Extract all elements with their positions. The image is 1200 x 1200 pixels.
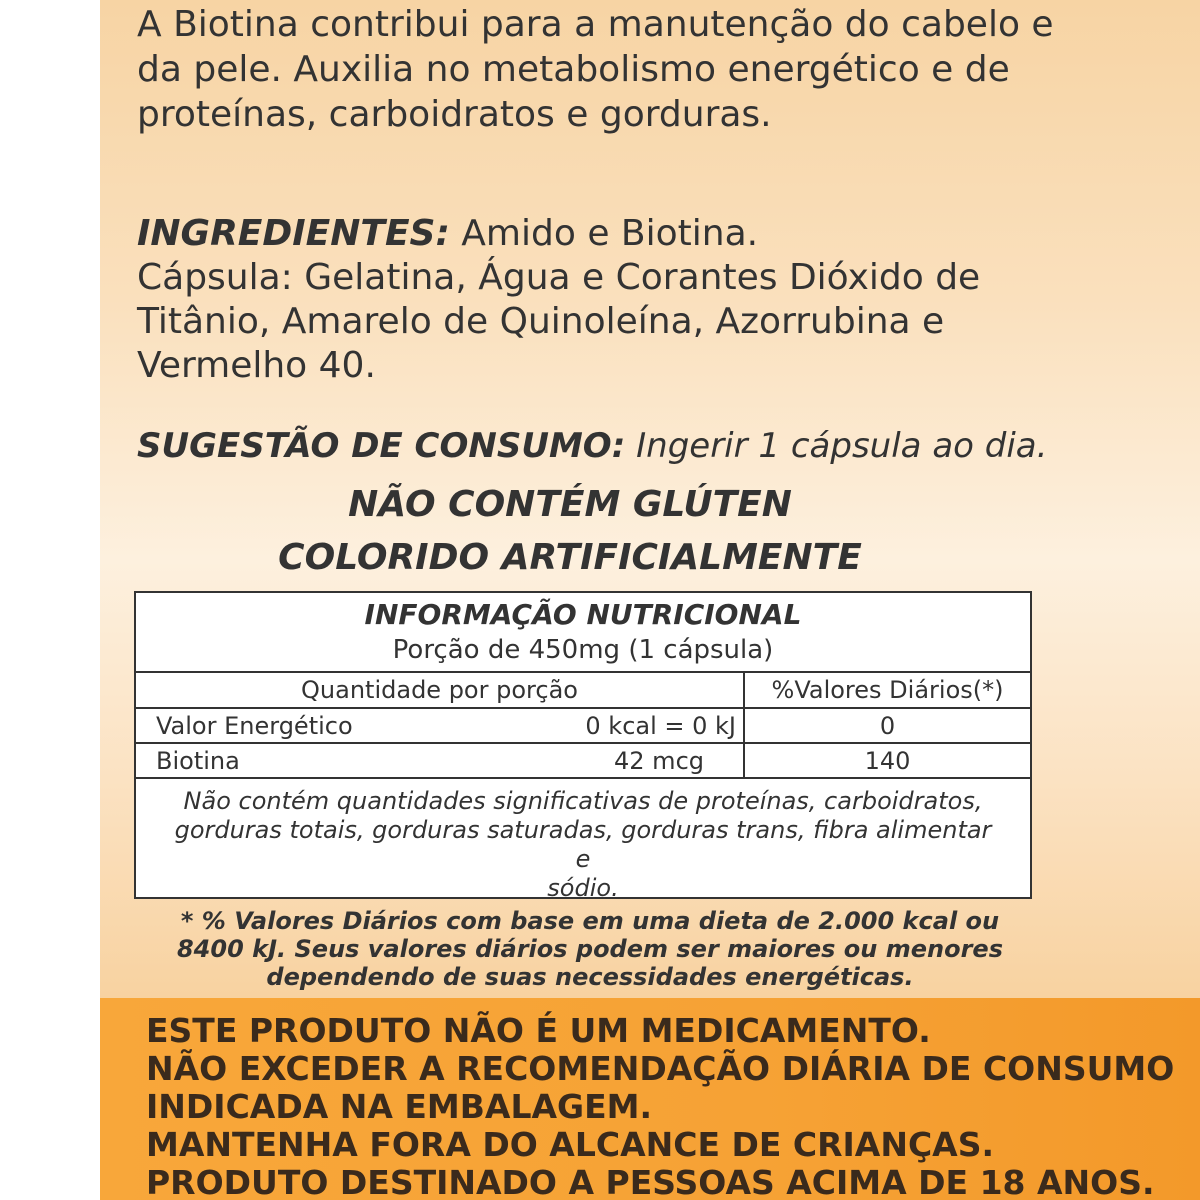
nutrient-daily-value: 140 — [744, 743, 1030, 778]
suggestion-value: Ingerir 1 cápsula ao dia. — [636, 426, 1048, 466]
artificial-color-notice: COLORIDO ARTIFICIALMENTE — [278, 537, 862, 578]
nutrition-note — [136, 779, 1030, 903]
warning-item: NÃO EXCEDER A RECOMENDAÇÃO DIÁRIA DE CONSUMO — [146, 1049, 1175, 1088]
nutrition-portion: Porção de 450mg (1 cápsula) — [392, 635, 774, 665]
warning-item: PRODUTO DESTINADO A PESSOAS ACIMA DE 18 ANOS. — [146, 1163, 1155, 1200]
nutrition-note-line: Não contém quantidades significativas de proteínas, carboidratos, — [183, 787, 983, 815]
intro-line: da pele. Auxilia no metabolismo energético e de — [137, 49, 1010, 90]
intro-line: proteínas, carboidratos e gorduras. — [137, 94, 772, 135]
footnote-line: 8400 kJ. Seus valores diários podem ser maiores ou menores — [176, 935, 1003, 963]
nutrition-facts-table — [134, 591, 1032, 902]
nutrient-daily-value: 0 — [744, 708, 1030, 743]
table-row — [136, 708, 1030, 743]
nutrition-title: INFORMAÇÃO NUTRICIONAL — [364, 598, 802, 631]
table-row — [136, 743, 1030, 778]
warnings-list — [146, 1012, 1186, 1200]
ingredients-label: INGREDIENTES: — [137, 213, 450, 254]
nutrient-amount: 42 mcg — [614, 746, 704, 775]
warning-item: ESTE PRODUTO NÃO É UM MEDICAMENTO. — [146, 1011, 931, 1050]
ingredients-line: Vermelho 40. — [137, 345, 376, 386]
header-daily-values: %Valores Diários(*) — [744, 673, 1030, 708]
nutrition-header — [136, 593, 1030, 673]
footnote-line: dependendo de suas necessidades energéticas. — [266, 963, 914, 991]
intro-paragraph — [137, 2, 1137, 137]
nutrient-name: Biotina — [156, 746, 240, 775]
nutrition-grid — [136, 673, 1030, 779]
nutrition-note-line: sódio. — [547, 874, 619, 902]
nutrient-amount: 0 kcal = 0 kJ — [585, 711, 736, 740]
footnote-line: * % Valores Diários com base em uma dieta de 2.000 kcal ou — [180, 907, 1000, 935]
warning-item: INDICADA NA EMBALAGEM. — [146, 1087, 653, 1126]
intro-line: A Biotina contribui para a manutenção do cabelo e — [137, 4, 1054, 45]
nutrient-name: Valor Energético — [156, 711, 353, 740]
consumption-suggestion — [137, 424, 1197, 468]
ingredients-section — [137, 212, 1137, 388]
nutrition-column-headers — [136, 673, 1030, 708]
warning-item: MANTENHA FORA DO ALCANCE DE CRIANÇAS. — [146, 1125, 995, 1164]
header-quantity: Quantidade por porção — [136, 673, 744, 708]
ingredients-line: Cápsula: Gelatina, Água e Corantes Dióxido de — [137, 257, 981, 298]
ingredients-line: Titânio, Amarelo de Quinoleína, Azorrubina e — [137, 301, 945, 342]
ingredients-first-line: Amido e Biotina. — [449, 213, 759, 254]
suggestion-label: SUGESTÃO DE CONSUMO: — [137, 426, 626, 466]
nutrition-note-line: gorduras totais, gorduras saturadas, gorduras trans, fibra alimentar e — [174, 816, 992, 873]
gluten-free-notice: NÃO CONTÉM GLÚTEN — [348, 484, 792, 525]
daily-values-footnote — [120, 907, 1060, 991]
